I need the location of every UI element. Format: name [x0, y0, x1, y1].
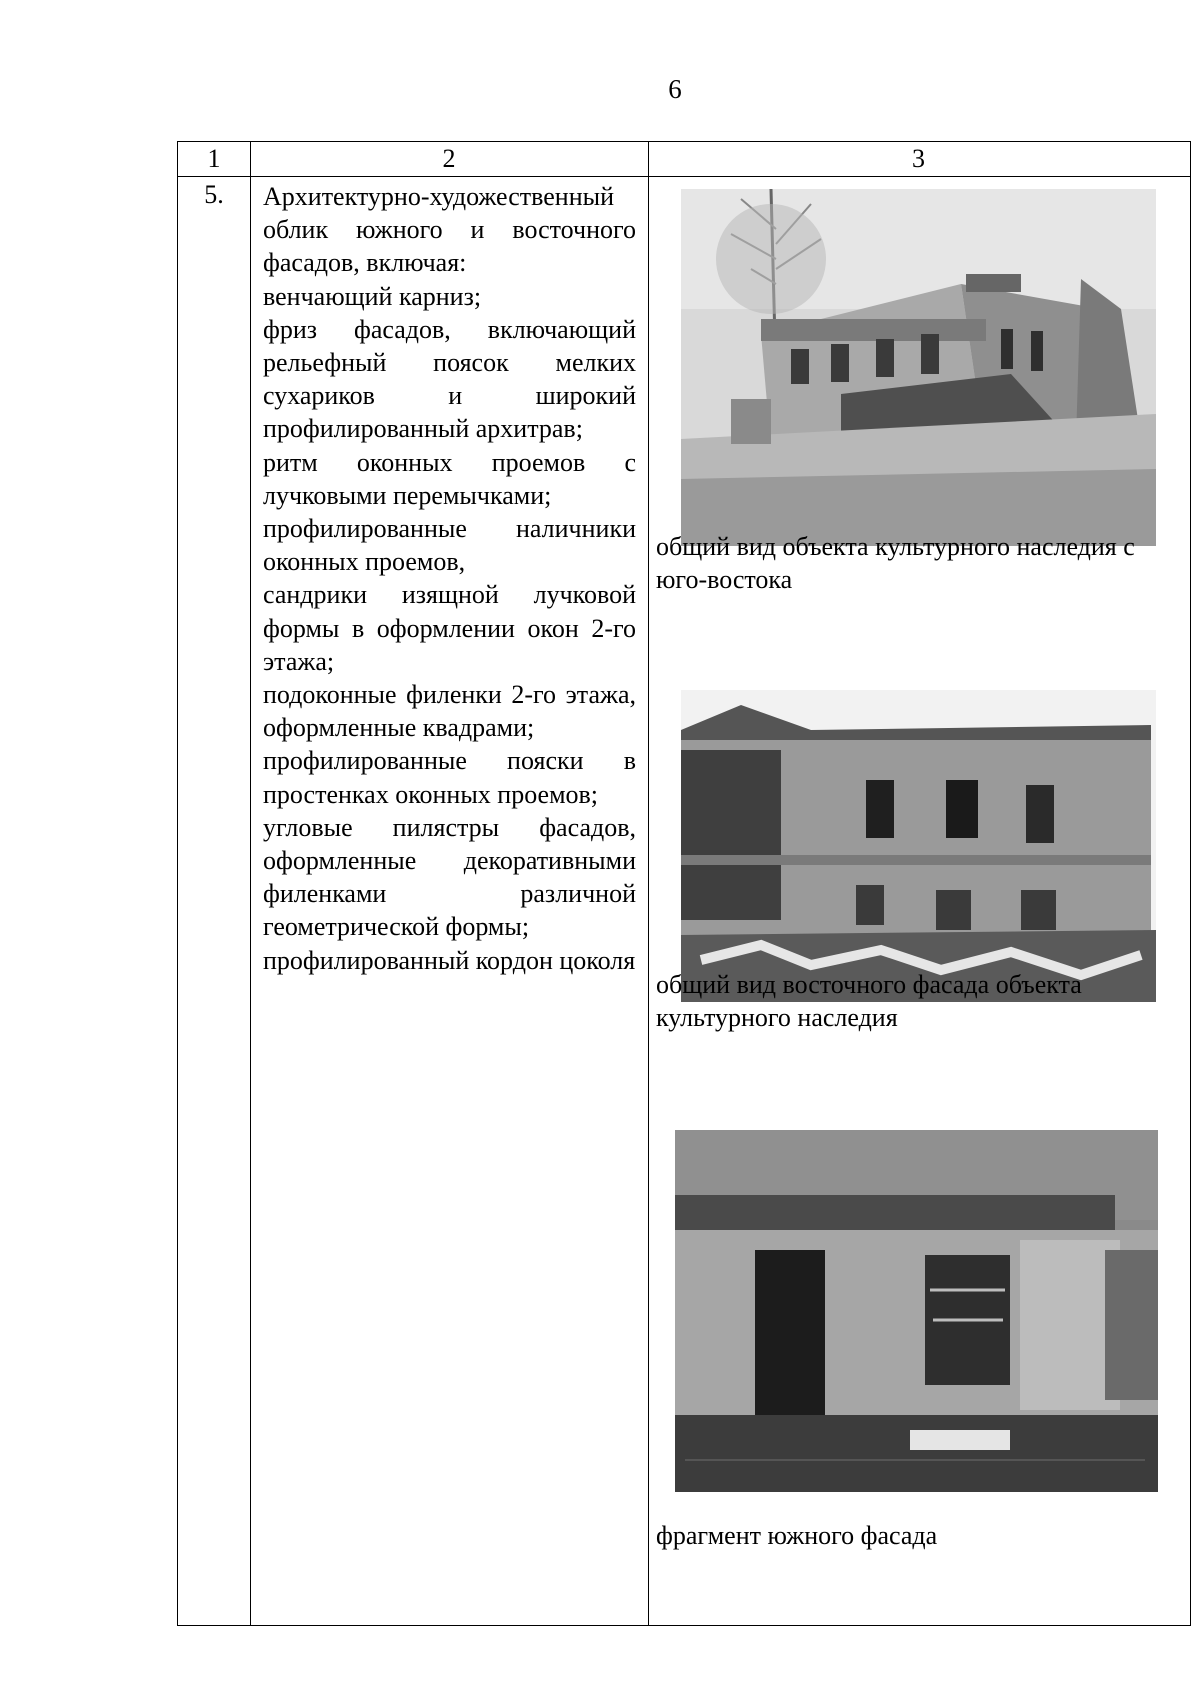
building-photo — [681, 690, 1156, 1002]
photo-caption: фрагмент южного фасада — [656, 1521, 938, 1550]
column-divider — [250, 142, 251, 1625]
element-list — [263, 180, 636, 977]
page-number: 6 — [668, 74, 682, 104]
list-item: профилированный кордон цоколя — [263, 945, 636, 975]
heritage-table — [177, 141, 1191, 1626]
column-divider — [648, 142, 649, 1625]
photo-caption: общий вид восточного фасада объекта культурного наследия — [656, 970, 1082, 1032]
building-photo — [675, 1130, 1158, 1492]
photo-south-fragment — [675, 1130, 1158, 1492]
photo-caption: общий вид объекта культурного наследия с юго-востока — [656, 532, 1135, 594]
photo-east-facade — [681, 690, 1156, 1002]
building-photo — [681, 189, 1156, 546]
list-item: фриз фасадов, включающий рельефный поясок мелких сухариков и широкий профилированный архитрав; — [263, 314, 636, 444]
photo-southeast-view — [681, 189, 1156, 546]
list-item: профилированные наличники оконных проемов, — [263, 514, 636, 577]
list-item: сандрики изящной лучковой формы в оформлении окон 2-го этажа; — [263, 580, 636, 676]
list-item: венчающий карниз; — [263, 281, 482, 311]
row-number: 5. — [204, 180, 224, 209]
list-item: ритм оконных проемов с лучковыми перемычками; — [263, 447, 636, 510]
list-item: профилированные пояски в простенках оконных проемов; — [263, 746, 636, 809]
list-item: Архитектурно-художественный облик южного и восточного фасадов, включая: — [263, 182, 636, 278]
list-item: подоконные филенки 2-го этажа, оформленные квадрами; — [263, 680, 636, 743]
header-divider — [178, 176, 1190, 177]
column-header-2: 2 — [442, 144, 456, 173]
column-header-3: 3 — [912, 144, 925, 173]
list-item: угловые пилястры фасадов, оформленные декоративными филенками различной геометрической формы; — [263, 812, 636, 942]
column-header-1: 1 — [207, 144, 221, 173]
